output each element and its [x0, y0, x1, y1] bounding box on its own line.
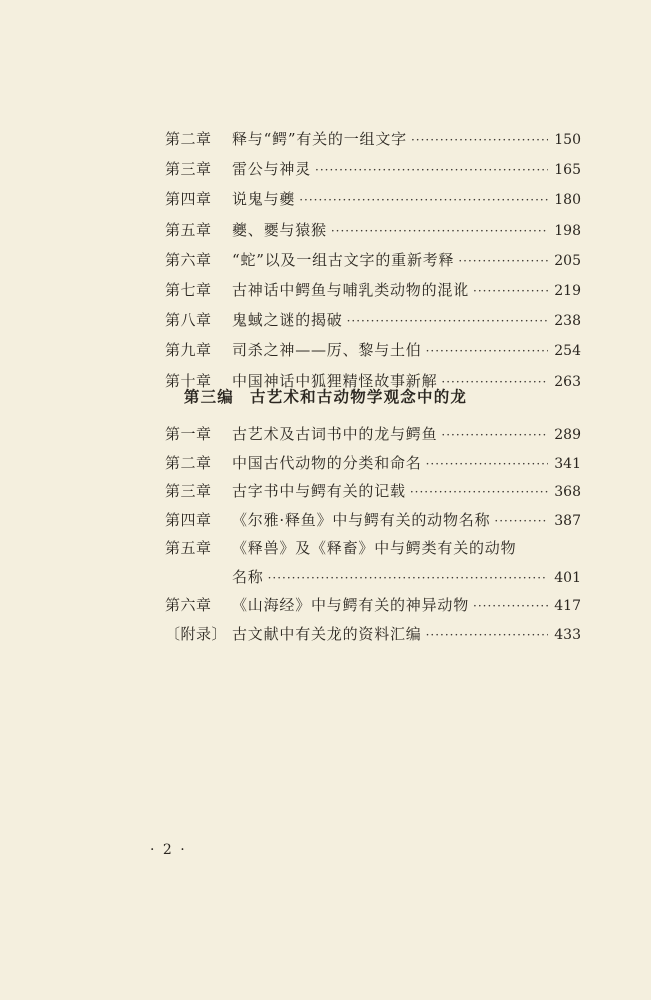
chapter-label: 第六章	[165, 250, 212, 269]
dot-leader	[315, 155, 548, 185]
page-number: 401	[554, 569, 581, 586]
dot-leader	[411, 125, 548, 155]
chapter-title: 释与“鳄”有关的一组文字	[232, 130, 407, 148]
page-number: 433	[554, 626, 581, 643]
chapter-label: 第四章	[165, 510, 212, 529]
chapter-label: 第七章	[165, 280, 212, 299]
toc-entry[interactable]	[165, 534, 581, 563]
toc-entry-continuation[interactable]	[165, 563, 581, 592]
chapter-label: 第一章	[165, 425, 212, 443]
page-number: 289	[554, 427, 581, 443]
page-number: 205	[554, 252, 581, 269]
dot-leader	[299, 185, 548, 215]
chapter-label: 第八章	[165, 311, 212, 330]
chapter-label: 第六章	[165, 596, 212, 614]
dot-leader	[331, 216, 548, 246]
chapter-title: 说鬼与夔	[232, 190, 296, 209]
toc-entry[interactable]	[165, 335, 581, 365]
dot-leader	[473, 592, 548, 621]
toc-part3-list	[165, 420, 581, 648]
page-number: 368	[554, 484, 581, 500]
page-number: 198	[554, 222, 581, 239]
chapter-label: 第三章	[165, 160, 212, 179]
dot-leader	[410, 478, 548, 507]
chapter-label: 第十章	[165, 371, 212, 390]
toc-entry[interactable]	[165, 591, 581, 620]
dot-leader	[458, 246, 548, 276]
chapter-title: 名称	[232, 567, 264, 586]
toc-entry[interactable]	[165, 275, 581, 305]
chapter-title: 鬼蜮之谜的揭破	[232, 311, 343, 330]
chapter-title: “蛇”以及一组古文字的重新考释	[232, 250, 455, 269]
toc-entry[interactable]	[165, 154, 581, 184]
page-number: 150	[554, 132, 581, 148]
dot-leader	[268, 564, 549, 593]
page-number: 219	[554, 282, 581, 299]
toc-entry[interactable]	[165, 449, 581, 478]
toc-entry[interactable]	[165, 620, 581, 649]
chapter-label: 第二章	[165, 453, 212, 472]
chapter-title: 夔、夒与猿猴	[232, 220, 327, 239]
chapter-label: 第五章	[165, 539, 212, 557]
chapter-title: 中国古代动物的分类和命名	[232, 453, 422, 472]
dot-leader	[426, 450, 549, 479]
page-number: 387	[554, 512, 581, 529]
toc-part2-list	[165, 124, 581, 396]
toc-entry[interactable]	[165, 477, 581, 506]
chapter-label: 第四章	[165, 190, 212, 209]
toc-entry[interactable]	[165, 215, 581, 245]
toc-entry[interactable]	[165, 184, 581, 214]
page-number: 263	[554, 373, 581, 390]
section-label: 第三编	[183, 388, 234, 406]
chapter-title: 中国神话中狐狸精怪故事新解	[232, 371, 438, 390]
chapter-label: 第二章	[165, 130, 212, 148]
page-number: 341	[554, 455, 581, 472]
section-heading	[0, 385, 651, 407]
dot-leader	[441, 421, 548, 450]
toc-entry[interactable]	[165, 245, 581, 275]
chapter-title: 古字书中与鳄有关的记载	[232, 482, 406, 500]
chapter-title: 《山海经》中与鳄有关的神异动物	[232, 596, 470, 614]
page-number: 254	[554, 343, 581, 360]
toc-entry[interactable]	[165, 305, 581, 335]
chapter-title: 《尔雅·释鱼》中与鳄有关的动物名称	[232, 510, 491, 529]
toc-entry[interactable]	[165, 506, 581, 535]
dot-leader	[347, 306, 549, 336]
chapter-title: 古文献中有关龙的资料汇编	[232, 624, 422, 643]
page-number: 180	[554, 192, 581, 209]
chapter-label: 第三章	[165, 482, 212, 500]
page-number: 238	[554, 313, 581, 330]
chapter-title: 《释兽》及《释畜》中与鳄类有关的动物	[232, 539, 517, 557]
section-title: 古艺术和古动物学观念中的龙	[250, 388, 468, 406]
chapter-title: 司杀之神——厉、黎与土伯	[232, 341, 422, 360]
dot-leader	[494, 507, 548, 536]
chapter-title: 雷公与神灵	[232, 160, 312, 179]
footer-page-marker: · 2 ·	[150, 842, 187, 858]
dot-leader	[426, 621, 549, 650]
dot-leader	[426, 336, 549, 366]
toc-entry[interactable]	[165, 124, 581, 154]
page-number: 165	[554, 162, 581, 179]
page-number: 417	[554, 598, 581, 614]
chapter-title: 古神话中鳄鱼与哺乳类动物的混讹	[232, 280, 470, 299]
appendix-label: 〔附录〕	[165, 624, 228, 643]
chapter-label: 第九章	[165, 341, 212, 360]
chapter-label: 第五章	[165, 220, 212, 239]
chapter-title: 古艺术及古词书中的龙与鳄鱼	[232, 425, 438, 443]
dot-leader	[473, 276, 548, 306]
toc-entry[interactable]	[165, 420, 581, 449]
